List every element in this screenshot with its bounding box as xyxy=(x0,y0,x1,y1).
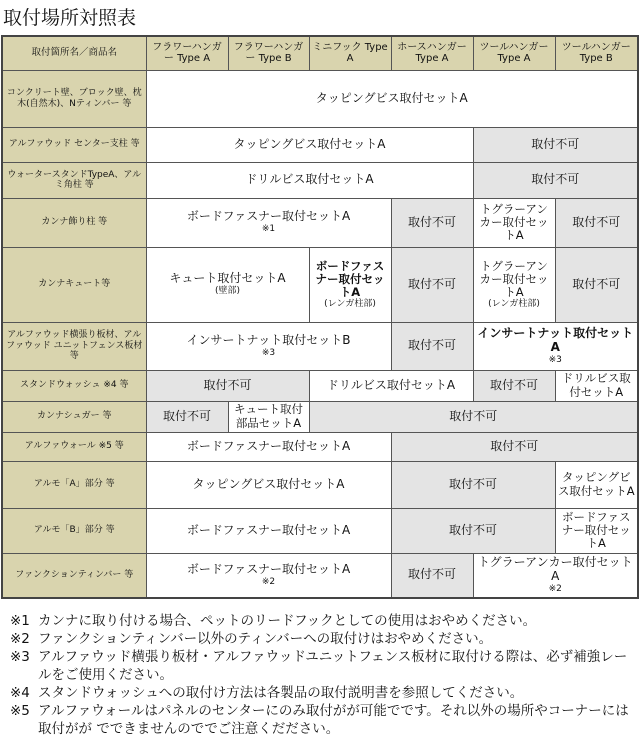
location-cell: アルモ「B」部分 等 xyxy=(2,508,146,553)
compat-text: トグラーアンカー取付セットA xyxy=(479,258,549,299)
table-row xyxy=(2,432,638,461)
location-cell: カンナ飾り柱 等 xyxy=(2,198,146,247)
compat-text: インサートナット取付セットB xyxy=(186,332,351,347)
footnote xyxy=(10,630,635,648)
footnote-text: スタンドウォッシュへの取付け方法は各製品の取付説明書を参照してください。 xyxy=(38,685,524,701)
compat-cell xyxy=(473,247,555,322)
compat-cell: タッピングビス取付セットA xyxy=(146,461,391,508)
column-header: ツールハンガー Type B xyxy=(555,36,638,70)
table-row xyxy=(2,162,638,198)
location-cell: アルファウッド横張り板材、アルファウッド ユニットフェンス板材 等 xyxy=(2,322,146,370)
location-cell: コンクリート壁、ブロック壁、枕木(自然木)、Nティンバー 等 xyxy=(2,70,146,127)
footnote-mark: ※5 xyxy=(10,703,30,719)
compat-cell xyxy=(473,553,638,598)
column-header: ホースハンガー Type A xyxy=(391,36,473,70)
table-row xyxy=(2,401,638,432)
not-compatible-cell: 取付不可 xyxy=(391,198,473,247)
compat-cell xyxy=(473,322,638,370)
footnote-text: カンナに取り付ける場合、ペットのリードフックとしての使用はおやめください。 xyxy=(38,613,537,629)
compat-subtext: (レンガ柱部) xyxy=(488,299,540,310)
compat-cell: キュート取付部品セットA xyxy=(228,401,309,432)
not-compatible-cell: 取付不可 xyxy=(391,322,473,370)
compat-text: ボードファスナー取付セットA xyxy=(186,209,351,224)
compat-cell: タッピングビス取付セットA xyxy=(555,461,638,508)
footnote-ref: ※1 xyxy=(261,224,276,235)
compat-cell xyxy=(309,247,391,322)
footnote-mark: ※2 xyxy=(10,631,30,647)
mounting-compatibility-table xyxy=(1,35,639,599)
location-cell: ウォータースタンドTypeA、アルミ角柱 等 xyxy=(2,162,146,198)
not-compatible-cell: 取付不可 xyxy=(555,247,638,322)
column-header: フラワーハンガー Type A xyxy=(146,36,228,70)
footnote xyxy=(10,684,635,702)
compat-cell: タッピングビス取付セットA xyxy=(146,127,473,162)
compat-subtext: (レンガ柱部) xyxy=(324,299,376,310)
not-compatible-cell: 取付不可 xyxy=(473,162,638,198)
compat-text: キュート取付セットA xyxy=(169,271,286,286)
location-cell: スタンドウォッシュ ※4 等 xyxy=(2,370,146,401)
compat-text: トグラーアンカー取付セットA xyxy=(477,555,633,584)
footnote-ref: ※3 xyxy=(261,347,276,358)
footnote xyxy=(10,648,635,684)
footnote-mark: ※3 xyxy=(10,649,30,665)
not-compatible-cell: 取付不可 xyxy=(555,198,638,247)
not-compatible-cell: 取付不可 xyxy=(391,247,473,322)
compat-cell: ドリルビス取付セットA xyxy=(309,370,473,401)
not-compatible-cell: 取付不可 xyxy=(146,370,309,401)
table-row xyxy=(2,508,638,553)
not-compatible-cell: 取付不可 xyxy=(473,127,638,162)
location-cell: カンナキュート等 xyxy=(2,247,146,322)
compat-cell: タッピングビス取付セットA xyxy=(146,70,638,127)
table-row xyxy=(2,127,638,162)
compat-cell: トグラーアンカー取付セットA xyxy=(473,198,555,247)
table-row xyxy=(2,70,638,127)
table-row xyxy=(2,461,638,508)
footnote-mark: ※1 xyxy=(10,613,30,629)
compat-text: ボードファスナー取付セットA xyxy=(315,258,385,299)
page-title: 取付場所対照表 xyxy=(3,7,137,29)
not-compatible-cell: 取付不可 xyxy=(391,553,473,598)
footnote-text: ファンクションティンバー以外のティンバーへの取付けはおやめください。 xyxy=(38,631,493,647)
footnote xyxy=(10,612,635,630)
compat-text: インサートナット取付セットA xyxy=(477,326,634,354)
column-header: ツールハンガー Type A xyxy=(473,36,555,70)
footnote xyxy=(10,702,635,738)
compat-cell xyxy=(146,322,391,370)
location-cell: アルモ「A」部分 等 xyxy=(2,461,146,508)
not-compatible-cell: 取付不可 xyxy=(473,370,555,401)
footnote-text: アルファウッド横張り板材・アルファウッドユニットフェンス板材に取付ける際は、必ず補強レールをご使用ください。 xyxy=(38,649,628,683)
footnote-ref: ※2 xyxy=(548,583,562,594)
table-row xyxy=(2,553,638,598)
compat-text: ボードファスナー取付セットA xyxy=(186,562,351,577)
compat-cell: ボードファスナー取付セットA xyxy=(146,508,391,553)
column-header: フラワーハンガー Type B xyxy=(228,36,309,70)
not-compatible-cell: 取付不可 xyxy=(391,461,555,508)
table-row xyxy=(2,198,638,247)
footnote-mark: ※4 xyxy=(10,685,30,701)
corner-header: 取付箇所名／商品名 xyxy=(2,36,146,70)
compat-cell: ドリルビス取付セットA xyxy=(555,370,638,401)
footnote-ref: ※3 xyxy=(548,354,562,365)
compat-cell xyxy=(146,198,391,247)
location-cell: カンナシュガー 等 xyxy=(2,401,146,432)
not-compatible-cell: 取付不可 xyxy=(391,432,638,461)
not-compatible-cell: 取付不可 xyxy=(146,401,228,432)
table-row xyxy=(2,247,638,322)
compat-cell xyxy=(146,553,391,598)
compat-cell: ボードファスナー取付セットA xyxy=(555,508,638,553)
footnotes xyxy=(10,612,635,738)
location-cell: アルファウッド センター支柱 等 xyxy=(2,127,146,162)
location-cell: アルファウォール ※5 等 xyxy=(2,432,146,461)
compat-cell xyxy=(146,247,309,322)
header-row xyxy=(2,36,638,70)
compat-subtext: (壁部) xyxy=(214,286,241,297)
not-compatible-cell: 取付不可 xyxy=(391,508,555,553)
footnote-text: アルファウォールはパネルのセンターにのみ取付がが可能でです。それ以外の場所やコーナーには取付がが でできませんのででご注意くだださい。 xyxy=(38,703,629,737)
column-header: ミニフック Type A xyxy=(309,36,391,70)
compat-cell: ボードファスナー取付セットA xyxy=(146,432,391,461)
footnote-ref: ※2 xyxy=(261,576,276,587)
table-row xyxy=(2,322,638,370)
not-compatible-cell: 取付不可 xyxy=(309,401,638,432)
table-row xyxy=(2,370,638,401)
compat-cell: ドリルビス取付セットA xyxy=(146,162,473,198)
location-cell: ファンクションティンバー 等 xyxy=(2,553,146,598)
